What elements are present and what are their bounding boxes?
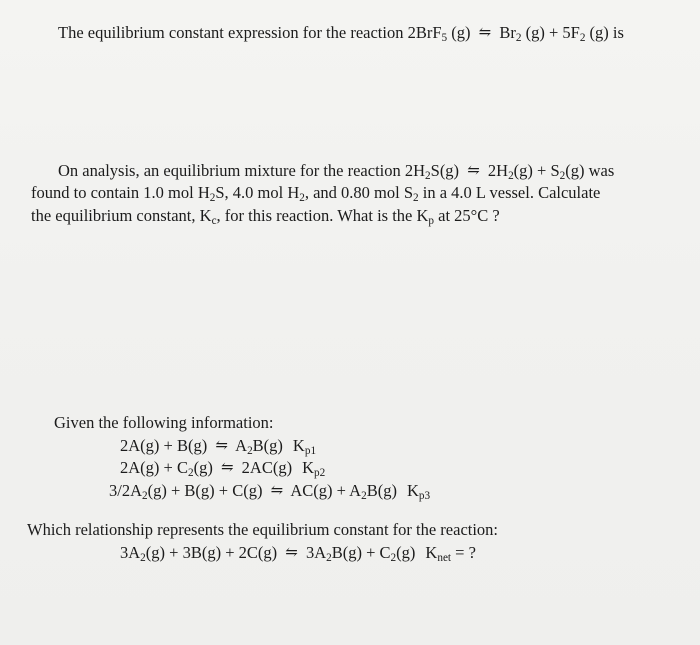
reaction-text-part: 3/2A (109, 481, 142, 500)
reaction-subscript: 2 (142, 489, 148, 502)
q2-subscript: 2 (209, 191, 216, 204)
q1-text-part: (g) is (585, 23, 624, 42)
equilibrium-constant-subscript: p1 (304, 444, 317, 457)
q2-text-part: (g) was (565, 161, 615, 180)
equilibrium-constant-label: K (292, 436, 305, 455)
reaction-text-part: (g) (396, 543, 416, 562)
reaction-text-part: AC(g) + A (287, 481, 362, 500)
q2-subscript: 2 (508, 169, 514, 182)
reaction-text-part: 2A(g) + B(g) (120, 436, 212, 455)
reaction-subscript: 2 (390, 551, 397, 564)
q2-text-part: , and 0.80 mol S (304, 183, 414, 202)
which-relationship-question: Which relationship represents the equilibrium constant for the reaction: (27, 520, 499, 539)
q1-text-part: (g) + 5F (521, 23, 580, 42)
reaction-text-part: B(g) (252, 436, 283, 455)
reaction-text-part: 2A(g) + C (120, 458, 188, 477)
given-reaction-3 (109, 481, 430, 506)
equilibrium-arrow-icon: ⇋ (270, 483, 284, 499)
reaction-text-part: 2AC(g) (237, 458, 293, 477)
equilibrium-arrow-icon: ⇋ (215, 438, 228, 454)
equilibrium-arrow-icon: ⇋ (220, 460, 234, 476)
reaction-text-part: = ? (451, 543, 476, 562)
equilibrium-constant-subscript: p3 (418, 489, 431, 502)
q1-text-part: (g) (447, 23, 475, 42)
q2-text-part: 2H (483, 161, 509, 180)
equilibrium-arrow-icon: ⇋ (285, 545, 298, 561)
equilibrium-arrow-icon: ⇋ (467, 163, 480, 179)
q2-text-part: at 25°C ? (434, 206, 500, 225)
reaction-subscript: 2 (247, 444, 253, 457)
reaction-text-part: 3A (120, 543, 141, 562)
reaction-text-part: B(g) (366, 481, 397, 500)
reaction-text-part: A (231, 436, 248, 455)
equilibrium-constant-label: K (406, 481, 419, 500)
q2-text-part: found to contain 1.0 mol H (31, 183, 210, 202)
q2-subscript: 2 (413, 191, 419, 204)
net-reaction (120, 543, 476, 568)
given-heading: Given the following information: (54, 413, 274, 432)
q2-text-part: S(g) (430, 161, 464, 180)
q2-subscript: c (211, 214, 217, 227)
question-2-line-3 (31, 206, 500, 231)
reaction-text-part: (g) + B(g) + C(g) (147, 481, 267, 500)
q1-subscript: 2 (515, 31, 522, 44)
q2-text-part: the equilibrium constant, K (31, 206, 212, 225)
given-reaction-2 (120, 458, 325, 483)
equilibrium-constant-subscript: p2 (314, 466, 326, 479)
equilibrium-constant-label: K (425, 543, 438, 562)
q2-text-part: On analysis, an equilibrium mixture for the reaction 2H (58, 161, 426, 180)
q2-text-part: , for this reaction. What is the K (216, 206, 429, 225)
reaction-text-part: B(g) + C (331, 543, 391, 562)
question-2-line-2 (31, 183, 600, 208)
reaction-subscript: 2 (326, 551, 332, 564)
reaction-text-part: 3A (301, 543, 327, 562)
reaction-subscript: 2 (140, 551, 146, 564)
q2-subscript: 2 (425, 169, 431, 182)
q2-subscript: p (428, 214, 435, 227)
question-1-text (58, 23, 624, 48)
reaction-text-part: (g) + 3B(g) + 2C(g) (145, 543, 282, 562)
q1-subscript: 2 (579, 31, 586, 44)
equilibrium-arrow-icon: ⇋ (478, 25, 492, 41)
q1-text-part: Br (495, 23, 516, 42)
q2-text-part: S, 4.0 mol H (215, 183, 300, 202)
equilibrium-constant-label: K (302, 458, 314, 477)
reaction-subscript: 2 (187, 466, 194, 479)
q2-subscript: 2 (299, 191, 305, 204)
q2-subscript: 2 (559, 169, 566, 182)
q2-text-part: (g) + S (513, 161, 560, 180)
q2-text-part: in a 4.0 L vessel. Calculate (418, 183, 601, 202)
equilibrium-constant-subscript: net (437, 551, 452, 564)
reaction-subscript: 2 (361, 489, 367, 502)
q1-subscript: 5 (441, 31, 448, 44)
reaction-text-part: (g) (193, 458, 217, 477)
q1-text-part: The equilibrium constant expression for the reaction 2BrF (58, 23, 442, 42)
